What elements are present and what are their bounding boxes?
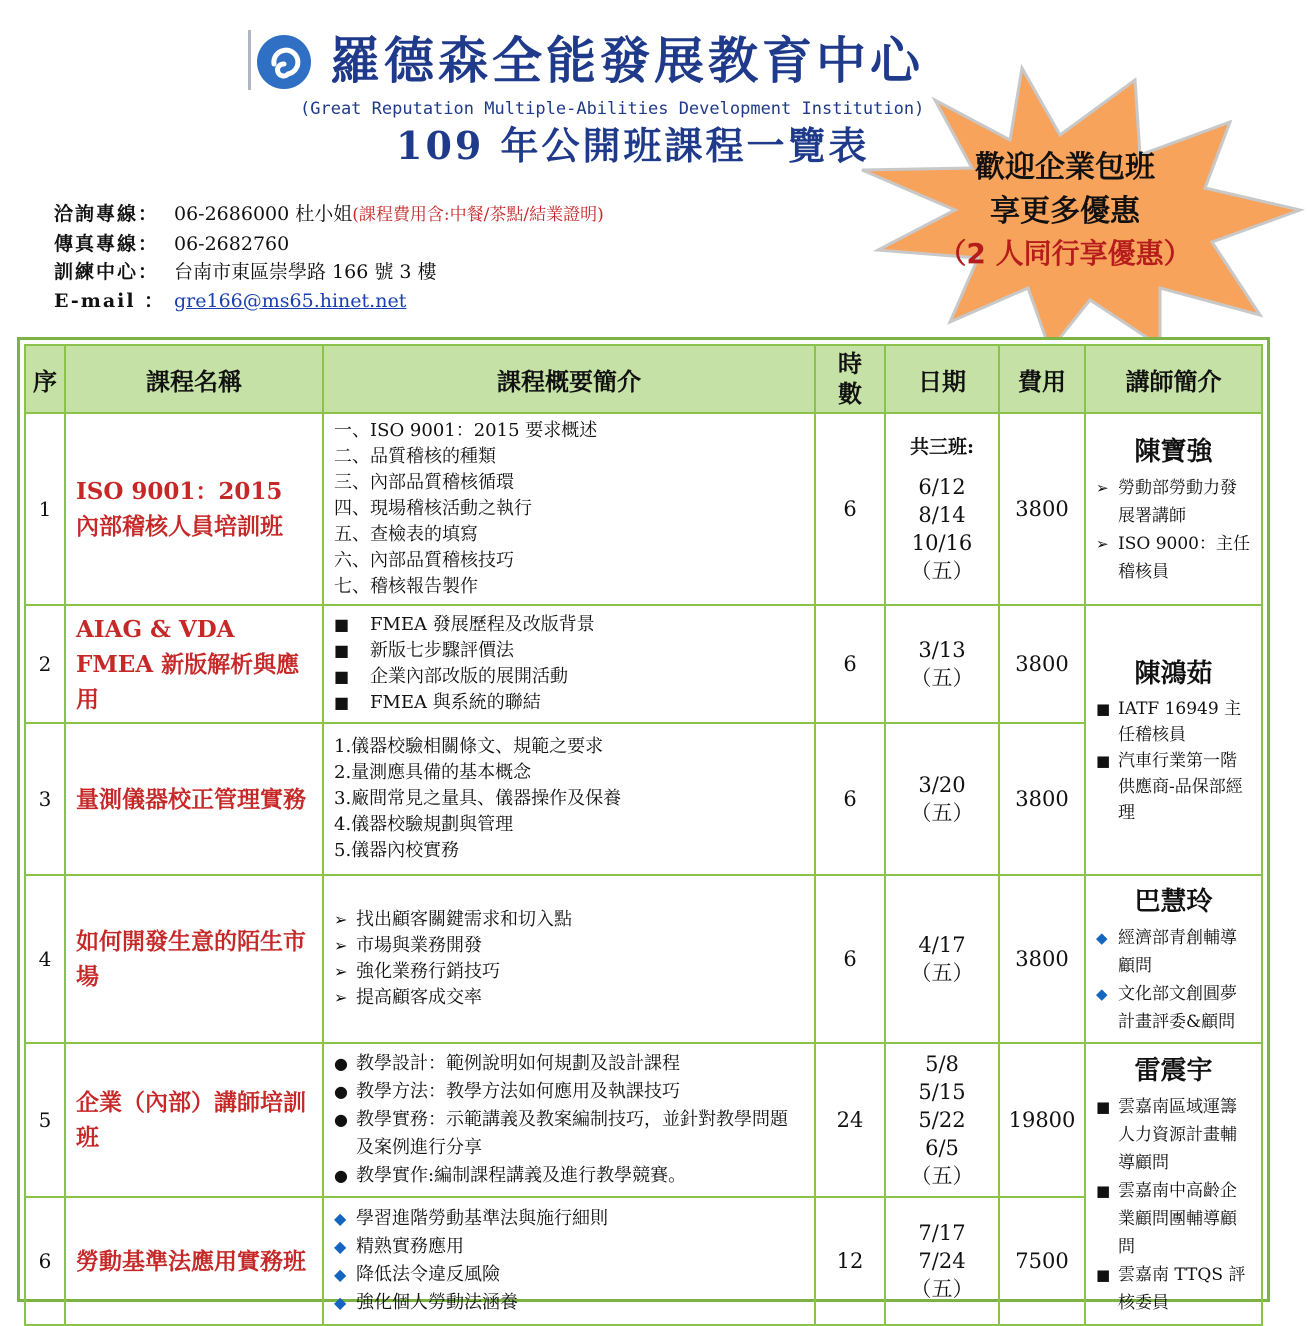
summary-item: 三、內部品質稽核循環 [334, 472, 514, 493]
header-fee: 費用 [999, 345, 1085, 413]
summary-item: ■ FMEA 發展歷程及改版背景 [334, 612, 804, 638]
instructor-item: ■ 雲嘉南區域運籌人力資源計畫輔導顧問 [1096, 1093, 1251, 1177]
instructor-cell [1085, 413, 1262, 605]
date-item: 5/8 [925, 1052, 959, 1076]
square-bullet-icon: ■ [334, 667, 350, 686]
email-label: E-mail ： [54, 289, 166, 312]
instructor-item: ■ 汽車行業第一階供應商-品保部經理 [1096, 748, 1251, 826]
circle-bullet-icon: ● [334, 1110, 348, 1129]
promo-text [930, 146, 1200, 274]
instructor-item: ■ IATF 16949 主任稽核員 [1096, 696, 1251, 748]
address-value: 台南市東區崇學路 166 號 3 樓 [174, 261, 437, 283]
course-fee: 7500 [999, 1197, 1085, 1325]
contact-address [54, 258, 814, 287]
course-summary [323, 605, 815, 723]
course-summary [323, 875, 815, 1043]
course-fee: 3800 [999, 413, 1085, 605]
summary-item: ◆ 精熟實務應用 [334, 1233, 804, 1261]
summary-item: ● 教學實作:編制課程講義及進行教學競賽。 [334, 1162, 804, 1190]
summary-item: ➢ 找出顧客關鍵需求和切入點 [334, 907, 804, 933]
course-dates [885, 605, 999, 723]
diamond-bullet-icon: ◆ [334, 1293, 347, 1312]
instructor-cell [1085, 605, 1262, 875]
contact-info [54, 200, 814, 315]
date-item: 5/15 [918, 1080, 966, 1104]
org-name: 羅德森全能發展教育中心 [330, 31, 924, 90]
promo-line-1: 歡迎企業包班 [975, 150, 1155, 185]
address-label: 訓練中心： [54, 261, 160, 283]
header-summary: 課程概要簡介 [323, 345, 815, 413]
header-course: 課程名稱 [65, 345, 323, 413]
table-header-row [25, 345, 1262, 413]
course-hours: 12 [815, 1197, 885, 1325]
course-hours: 6 [815, 413, 885, 605]
arrow-bullet-icon: ➢ [1096, 535, 1109, 553]
course-fee: 3800 [999, 605, 1085, 723]
row-seq: 4 [25, 875, 65, 1043]
table-row [25, 875, 1262, 1043]
phone-label: 洽詢專線： [54, 203, 160, 225]
course-dates [885, 1043, 999, 1197]
course-fee: 19800 [999, 1043, 1085, 1197]
summary-item: ● 教學方法：教學方法如何應用及執課技巧 [334, 1078, 804, 1106]
course-hours: 24 [815, 1043, 885, 1197]
course-dates [885, 875, 999, 1043]
course-dates [885, 413, 999, 605]
course-summary [323, 413, 815, 605]
course-hours: 6 [815, 605, 885, 723]
square-bullet-icon: ■ [1096, 1098, 1111, 1116]
date-item: 3/20 [918, 773, 966, 797]
square-bullet-icon: ■ [1096, 1266, 1111, 1284]
instructor-name: 陳寶強 [1134, 437, 1213, 467]
summary-item: 3.廠間常見之量具、儀器操作及保養 [334, 788, 622, 809]
summary-item: 七、稽核報告製作 [334, 576, 478, 597]
summary-item: 一、ISO 9001：2015 要求概述 [334, 420, 598, 441]
diamond-bullet-icon: ◆ [334, 1209, 347, 1228]
instructor-name: 陳鴻茹 [1134, 659, 1213, 689]
summary-item: ■ 新版七步驟評價法 [334, 638, 804, 664]
course-summary [323, 723, 815, 875]
header-hours-2: 數 [838, 379, 862, 408]
square-bullet-icon: ■ [1096, 700, 1111, 718]
table-row [25, 1043, 1262, 1197]
summary-item: ➢ 強化業務行銷技巧 [334, 959, 804, 985]
table-row [25, 723, 1262, 875]
summary-item: ● 教學設計：範例說明如何規劃及設計課程 [334, 1050, 804, 1078]
logo-icon [248, 30, 314, 90]
table-row [25, 413, 1262, 605]
course-hours: 6 [815, 875, 885, 1043]
course-fee: 3800 [999, 723, 1085, 875]
instructor-item: ◆ 經濟部青創輔導顧問 [1096, 924, 1251, 980]
diamond-bullet-icon: ◆ [1096, 929, 1108, 947]
header-hours-1: 時 [838, 349, 862, 378]
circle-bullet-icon: ● [334, 1082, 348, 1101]
date-item: 6/12 [918, 475, 966, 499]
summary-item: 六、內部品質稽核技巧 [334, 550, 514, 571]
summary-item: 四、現場稽核活動之執行 [334, 498, 532, 519]
date-item: （五） [910, 1277, 974, 1301]
summary-item: 2.量測應具備的基本概念 [334, 762, 532, 783]
instructor-name: 雷震宇 [1134, 1056, 1213, 1086]
header-date: 日期 [885, 345, 999, 413]
instructor-cell [1085, 875, 1262, 1043]
org-name-en: (Great Reputation Multiple-Abilities Development Institution) [300, 99, 925, 119]
circle-bullet-icon: ● [334, 1054, 348, 1073]
instructor-item: ■ 雲嘉南 TTQS 評核委員 [1096, 1261, 1251, 1317]
instructor-item: ■ 雲嘉南中高齡企業顧問團輔導顧問 [1096, 1177, 1251, 1261]
course-summary [323, 1197, 815, 1325]
date-item: （五） [910, 961, 974, 985]
summary-item: ➢ 市場與業務開發 [334, 933, 804, 959]
fax-label: 傳真專線： [54, 232, 160, 255]
date-item: （五） [910, 1164, 974, 1188]
course-dates [885, 723, 999, 875]
instructor-name: 巴慧玲 [1134, 887, 1213, 917]
summary-item: 二、品質稽核的種類 [334, 446, 496, 467]
page-title: 109 年公開班課程一覽表 [396, 123, 870, 168]
arrow-bullet-icon: ➢ [334, 936, 348, 955]
phone-value: 06-2686000 杜小姐 [174, 203, 353, 225]
summary-item: 1.儀器校驗相關條文、規範之要求 [334, 736, 604, 757]
summary-item: ■ FMEA 與系統的聯結 [334, 690, 804, 716]
date-item: 8/14 [918, 503, 966, 527]
course-name: 如何開發生意的陌生市場 [65, 875, 323, 1043]
table-row [25, 605, 1262, 723]
row-seq: 1 [25, 413, 65, 605]
fax-value: 06-2682760 [174, 232, 290, 255]
course-hours: 6 [815, 723, 885, 875]
arrow-bullet-icon: ➢ [334, 962, 348, 981]
date-item: 7/17 [918, 1221, 966, 1245]
diamond-bullet-icon: ◆ [334, 1237, 347, 1256]
circle-bullet-icon: ● [334, 1166, 348, 1185]
row-seq: 3 [25, 723, 65, 875]
square-bullet-icon: ■ [1096, 1182, 1111, 1200]
contact-email [54, 287, 814, 316]
course-dates [885, 1197, 999, 1325]
course-name: 企業（內部）講師培訓班 [65, 1043, 323, 1197]
diamond-bullet-icon: ◆ [1096, 985, 1108, 1003]
fee-note: (課程費用含:中餐/茶點/結業證明) [352, 205, 604, 225]
date-item: （五） [910, 666, 974, 690]
summary-item: ■ 企業內部改版的展開活動 [334, 664, 804, 690]
header-seq: 序 [25, 345, 65, 413]
course-summary [323, 1043, 815, 1197]
square-bullet-icon: ■ [334, 693, 350, 712]
date-item: 6/5 [925, 1136, 959, 1160]
email-link[interactable]: gre166@ms65.hinet.net [174, 289, 407, 312]
date-item: （五） [910, 559, 974, 583]
summary-item: 4.儀器校驗規劃與管理 [334, 814, 514, 835]
summary-item: ◆ 強化個人勞動法涵養 [334, 1289, 804, 1317]
date-item: 5/22 [918, 1108, 966, 1132]
promo-line-2: 享更多優惠 [990, 194, 1140, 229]
course-table [24, 344, 1263, 1326]
course-fee: 3800 [999, 875, 1085, 1043]
row-seq: 5 [25, 1043, 65, 1197]
header-instructor: 講師簡介 [1085, 345, 1262, 413]
contact-fax [54, 230, 814, 259]
summary-item: 五、查檢表的填寫 [334, 524, 478, 545]
square-bullet-icon: ■ [334, 641, 350, 660]
contact-phone [54, 200, 814, 230]
summary-item: 5.儀器內校實務 [334, 840, 460, 861]
summary-item: ◆ 學習進階勞動基準法與施行細則 [334, 1205, 804, 1233]
table-row [25, 1197, 1262, 1325]
diamond-bullet-icon: ◆ [334, 1265, 347, 1284]
header-hours [815, 345, 885, 413]
instructor-cell [1085, 1043, 1262, 1325]
row-seq: 2 [25, 605, 65, 723]
square-bullet-icon: ■ [1096, 752, 1111, 770]
date-item: 10/16 [911, 531, 973, 555]
instructor-item: ◆ 文化部文創圓夢計畫評委&顧問 [1096, 980, 1251, 1036]
promo-line-3: （2 人同行享優惠） [938, 237, 1192, 270]
course-name: AIAG & VDA FMEA 新版解析與應用 [65, 605, 323, 723]
arrow-bullet-icon: ➢ [334, 988, 348, 1007]
summary-item: ● 教學實務：示範講義及教案編制技巧，並針對教學問題及案例進行分享 [334, 1106, 804, 1162]
course-table-frame [17, 337, 1270, 1313]
course-name: ISO 9001：2015 內部稽核人員培訓班 [65, 413, 323, 605]
date-label: 共三班: [909, 436, 974, 458]
date-item: 4/17 [918, 933, 966, 957]
instructor-item: ➢ 勞動部勞動力發展署講師 [1096, 474, 1251, 530]
instructor-item: ➢ ISO 9000：主任稽核員 [1096, 530, 1251, 586]
course-name: 量測儀器校正管理實務 [65, 723, 323, 875]
row-seq: 6 [25, 1197, 65, 1325]
summary-item: ◆ 降低法令違反風險 [334, 1261, 804, 1289]
course-name: 勞動基準法應用實務班 [65, 1197, 323, 1325]
date-item: （五） [910, 801, 974, 825]
arrow-bullet-icon: ➢ [334, 910, 348, 929]
arrow-bullet-icon: ➢ [1096, 479, 1109, 497]
date-item: 3/13 [918, 638, 966, 662]
square-bullet-icon: ■ [334, 615, 350, 634]
date-item: 7/24 [918, 1249, 966, 1273]
summary-item: ➢ 提高顧客成交率 [334, 985, 804, 1011]
